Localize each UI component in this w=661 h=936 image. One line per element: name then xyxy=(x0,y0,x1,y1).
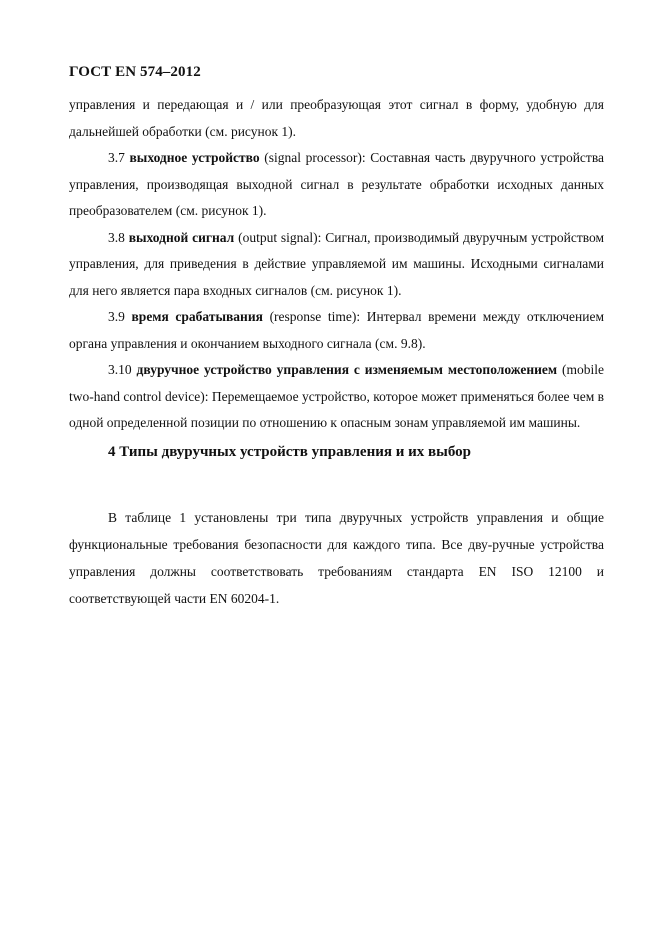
definition-text: (signal processor): Составная часть двуручного устройства управления, производящая выходной сигнал в результате обработки исходных данных преобразователем (см. рисунок 1). xyxy=(69,150,605,218)
document-header: ГОСТ EN 574–2012 xyxy=(69,64,201,80)
definition-term: время срабатывания xyxy=(131,309,263,324)
spacer xyxy=(69,467,604,504)
definition-text: (response time): Интервал времени между отключением органа управления и окончанием выходного сигнала (см. 9.8). xyxy=(69,309,605,351)
paragraph-continuation: управления и передающая и / или преобразующая этот сигнал в форму, удобную для дальнейшей обработки (см. рисунок 1). xyxy=(69,97,604,139)
definition-term: выходное устройство xyxy=(129,150,260,165)
definition-number: 3.9 xyxy=(108,309,125,324)
definition-term: двуручное устройство управления с изменяемым местоположением xyxy=(136,362,558,377)
section-4-title: 4 Типы двуручных устройств управления и их выбор xyxy=(108,443,471,460)
definition-term: выходной сигнал xyxy=(128,229,235,245)
definition-number: 3.8 xyxy=(108,229,125,245)
definition-number: 3.7 xyxy=(108,150,125,165)
section-4-body: В таблице 1 установлены три типа двуручных устройств управления и общие функциональные требования безопасности для каждого типа. Все дву-ручные устройства управления должны соответствовать требованиям стандарта EN ISO 12100 и соответствующей части EN 60204-1. xyxy=(69,509,604,606)
definition-text: (mobile two-hand control device): Перемещаемое устройство, которое может применяться более чем в одной определенной позиции по отношению к опасным зонам управляемой им машины. xyxy=(69,362,605,430)
definition-3-10 xyxy=(69,357,604,437)
definition-3-9 xyxy=(69,304,604,357)
document-content xyxy=(69,92,604,612)
definition-number: 3.10 xyxy=(108,362,132,377)
definition-3-7 xyxy=(69,145,604,225)
definition-text: (output signal): Сигнал, производимый двуручным устройством управления, для приведения в действие управляемой им машины. Исходными сигналами для него является пара входных сигналов (см. рисунок 1). xyxy=(69,229,605,298)
definition-3-8 xyxy=(69,225,604,305)
